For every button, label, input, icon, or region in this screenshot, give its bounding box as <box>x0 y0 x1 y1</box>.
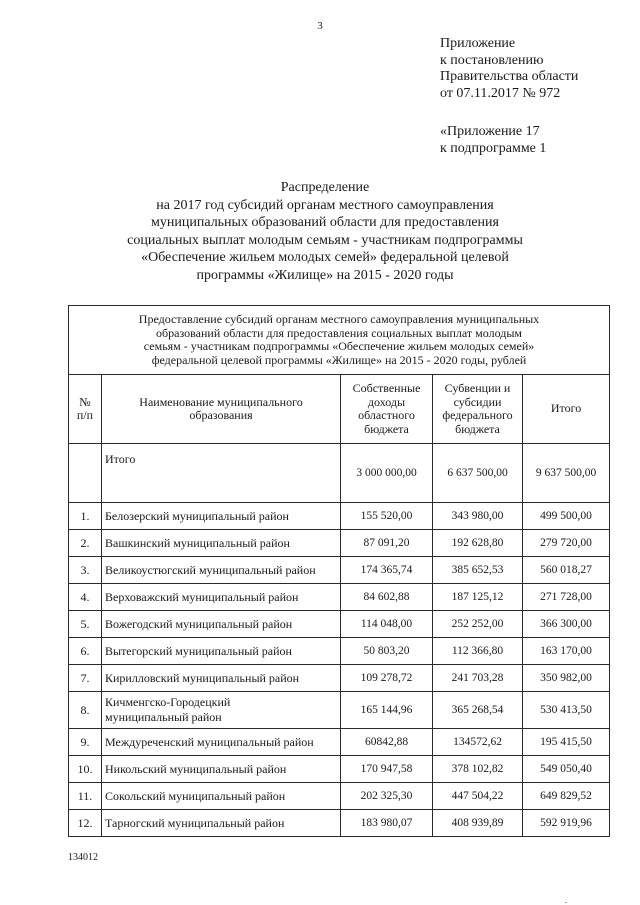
row-own-revenue: 87 091,20 <box>341 530 433 557</box>
header-num-line: № <box>79 394 91 409</box>
document-title <box>60 179 590 284</box>
row-municipality <box>102 611 341 638</box>
row-total: 649 829,52 <box>523 783 610 810</box>
table-row <box>69 503 610 530</box>
header-federal-line: бюджета <box>455 421 500 436</box>
total-own: 3 000 000,00 <box>341 444 433 503</box>
row-number: 9. <box>69 729 102 756</box>
row-number: 2. <box>69 530 102 557</box>
row-number: 4. <box>69 584 102 611</box>
header-own-line: бюджета <box>364 421 409 436</box>
municipality-name-line: муниципальный район <box>105 710 222 724</box>
row-own-revenue: 84 602,88 <box>341 584 433 611</box>
header-federal-line: Субвенции и <box>444 381 511 395</box>
table-caption <box>69 306 610 375</box>
row-own-revenue: 60842,88 <box>341 729 433 756</box>
table-row <box>69 810 610 837</box>
municipality-name-line: Сокольский муниципальный район <box>105 788 286 803</box>
row-own-revenue: 202 325,30 <box>341 783 433 810</box>
table-row <box>69 557 610 584</box>
municipality-name-line: Верховажский муниципальный район <box>105 589 299 604</box>
row-federal: 447 504,22 <box>433 783 523 810</box>
row-municipality <box>102 584 341 611</box>
row-number: 3. <box>69 557 102 584</box>
row-municipality <box>102 729 341 756</box>
table-row <box>69 584 610 611</box>
row-federal: 241 703,28 <box>433 665 523 692</box>
header-own-line: доходы <box>367 394 406 409</box>
header-num-line: п/п <box>76 408 94 422</box>
header-name-line: Наименование муниципального <box>139 394 303 409</box>
total-sum: 9 637 500,00 <box>523 444 610 503</box>
header-own-line: областного <box>358 408 415 422</box>
caption-line: образований области для предоставления социальных выплат молодым <box>156 325 522 340</box>
total-label: Итого <box>102 444 341 503</box>
table-row <box>69 638 610 665</box>
row-municipality <box>102 638 341 665</box>
header-federal-line: субсидии <box>453 394 502 409</box>
row-own-revenue: 109 278,72 <box>341 665 433 692</box>
municipality-name-line: Вашкинский муниципальный район <box>105 535 290 550</box>
total-federal: 6 637 500,00 <box>433 444 523 503</box>
row-municipality <box>102 503 341 530</box>
footer-code: 134012 <box>68 852 98 863</box>
title-line: Распределение <box>280 180 370 195</box>
title-line: «Обеспечение жильем молодых семей» федеральной целевой <box>141 250 509 265</box>
header-own-revenue <box>341 375 433 444</box>
row-municipality <box>102 783 341 810</box>
header-total <box>523 375 610 444</box>
row-federal: 134572,62 <box>433 729 523 756</box>
row-municipality <box>102 530 341 557</box>
header-federal-line: федерального <box>442 408 513 422</box>
total-row <box>69 444 610 503</box>
header-federal <box>433 375 523 444</box>
row-total: 530 413,50 <box>523 692 610 729</box>
header-name-line: образования <box>189 408 253 422</box>
table-row <box>69 692 610 729</box>
appendix-sub-line: к подпрограмме 1 <box>440 140 547 156</box>
row-total: 163 170,00 <box>523 638 610 665</box>
row-own-revenue: 155 520,00 <box>341 503 433 530</box>
row-federal: 378 102,82 <box>433 756 523 783</box>
row-total: 271 728,00 <box>523 584 610 611</box>
row-federal: 408 939,89 <box>433 810 523 837</box>
row-total: 560 018,27 <box>523 557 610 584</box>
row-total: 592 919,96 <box>523 810 610 837</box>
row-total: 549 050,40 <box>523 756 610 783</box>
row-municipality <box>102 756 341 783</box>
header-name <box>102 375 341 444</box>
row-federal: 365 268,54 <box>433 692 523 729</box>
row-federal: 343 980,00 <box>433 503 523 530</box>
row-total: 279 720,00 <box>523 530 610 557</box>
header-num <box>69 375 102 444</box>
caption-line: Предоставление субсидий органам местного самоуправления муниципальных <box>138 312 540 326</box>
caption-line: федеральной целевой программы «Жилище» на 2015 - 2020 годы, рублей <box>151 352 527 367</box>
corner-mark: . <box>565 896 567 905</box>
municipality-name-line: Кичменгско-Городецкий <box>105 695 231 709</box>
header-row <box>69 375 610 444</box>
appendix-sub-line: «Приложение 17 <box>440 124 540 139</box>
table-row <box>69 611 610 638</box>
table-row <box>69 729 610 756</box>
row-own-revenue: 170 947,58 <box>341 756 433 783</box>
row-number: 5. <box>69 611 102 638</box>
table-row <box>69 756 610 783</box>
row-federal: 112 366,80 <box>433 638 523 665</box>
subsidy-table-body <box>69 306 610 837</box>
row-total: 499 500,00 <box>523 503 610 530</box>
row-number: 11. <box>69 783 102 810</box>
title-line: программы «Жилище» на 2015 - 2020 годы <box>196 267 454 283</box>
municipality-name-line: Белозерский муниципальный район <box>105 508 289 523</box>
appendix-line: к постановлению <box>440 52 544 68</box>
municipality-name-line: Вожегодский муниципальный район <box>105 616 293 631</box>
row-own-revenue: 183 980,07 <box>341 810 433 837</box>
row-own-revenue: 50 803,20 <box>341 638 433 665</box>
appendix-line: Приложение <box>440 36 516 51</box>
row-own-revenue: 114 048,00 <box>341 611 433 638</box>
row-federal: 187 125,12 <box>433 584 523 611</box>
row-federal: 192 628,80 <box>433 530 523 557</box>
appendix-gap <box>440 102 578 124</box>
row-total: 350 982,00 <box>523 665 610 692</box>
row-municipality <box>102 557 341 584</box>
row-own-revenue: 165 144,96 <box>341 692 433 729</box>
row-number: 6. <box>69 638 102 665</box>
row-number: 8. <box>69 692 102 729</box>
municipality-name-line: Междуреченский муниципальный район <box>105 734 314 749</box>
municipality-name-line: Великоустюгский муниципальный район <box>105 562 316 577</box>
row-total: 366 300,00 <box>523 611 610 638</box>
header-own-line: Собственные <box>352 381 421 395</box>
row-number: 10. <box>69 756 102 783</box>
table-row <box>69 530 610 557</box>
table-row <box>69 665 610 692</box>
subsidy-table <box>68 305 610 837</box>
municipality-name-line: Вытегорский муниципальный район <box>105 643 292 658</box>
table-row <box>69 783 610 810</box>
header-total-line: Итого <box>550 401 582 416</box>
row-number: 12. <box>69 810 102 837</box>
page-number: 3 <box>317 20 323 32</box>
municipality-name-line: Тарногский муниципальный район <box>105 815 285 830</box>
row-municipality <box>102 665 341 692</box>
row-total: 195 415,50 <box>523 729 610 756</box>
title-line: социальных выплат молодым семьям - участникам подпрограммы <box>127 232 523 248</box>
appendix-line: Правительства области <box>440 69 579 84</box>
row-number: 7. <box>69 665 102 692</box>
row-municipality <box>102 810 341 837</box>
caption-line: семьям - участникам подпрограммы «Обеспечение жильем молодых семей» <box>143 339 535 353</box>
row-federal: 385 652,53 <box>433 557 523 584</box>
municipality-name-line: Кирилловский муниципальный район <box>105 670 300 685</box>
caption-row <box>69 306 610 375</box>
municipality-name-line: Никольский муниципальный район <box>105 761 287 776</box>
row-municipality <box>102 692 341 729</box>
title-line: муниципальных образований области для предоставления <box>151 215 499 230</box>
row-number: 1. <box>69 503 102 530</box>
appendix-line: от 07.11.2017 № 972 <box>440 85 561 101</box>
row-federal: 252 252,00 <box>433 611 523 638</box>
title-line: на 2017 год субсидий органам местного самоуправления <box>156 197 494 213</box>
total-num-cell <box>69 444 102 503</box>
appendix-header <box>440 36 578 157</box>
row-own-revenue: 174 365,74 <box>341 557 433 584</box>
